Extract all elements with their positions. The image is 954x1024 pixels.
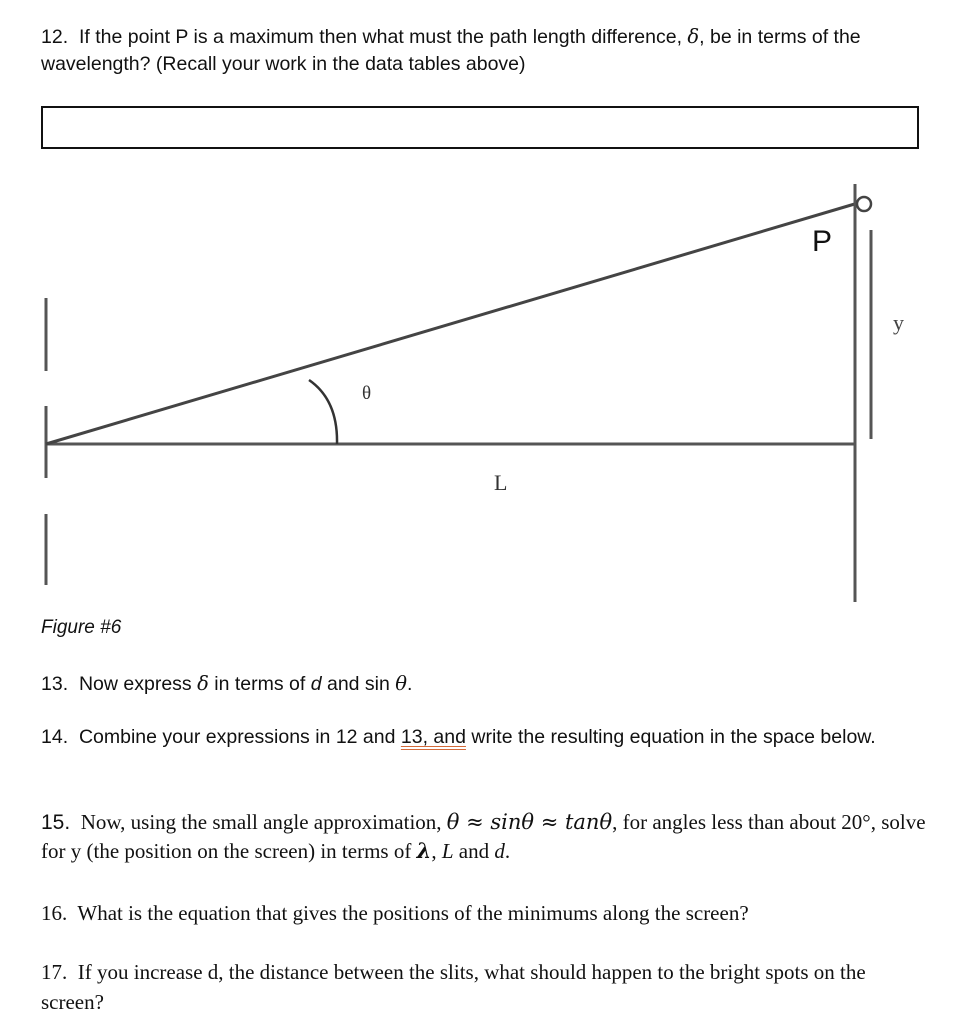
question-number: 12. (41, 26, 69, 48)
variable-d: d (494, 839, 505, 863)
question-number: 17. (41, 960, 68, 984)
ray-to-p (46, 203, 858, 444)
height-label-y: y (893, 310, 904, 335)
question-17: 17. If you increase d, the distance between the slits, what should happen to the bright spots on the screen? (41, 960, 866, 1014)
variable-d: d (310, 673, 322, 695)
question-13: 13. Now express δ in terms of d and sin θ. (41, 672, 413, 695)
theta-symbol: θ (395, 672, 408, 695)
question-number: 13. (41, 673, 69, 695)
question-16: 16. What is the equation that gives the positions of the minimums along the screen? (41, 901, 749, 925)
angle-label-theta: θ (362, 383, 372, 404)
question-number: 16. (41, 901, 68, 925)
angle-arc (309, 380, 337, 444)
question-15: 15. Now, using the small angle approximation, θ ≈ sinθ ≈ tanθ, for angles less than about 20°, solve for y (the position on the screen) in terms of λ, L and d. (41, 810, 926, 863)
answer-box-q12[interactable] (41, 106, 919, 149)
double-slit-diagram (0, 170, 954, 610)
question-number: 15. (41, 811, 71, 834)
question-12: 12. If the point P is a maximum then what must the path length difference, δ, be in terms of the wavelength? (Recall your work in the data tables above) (41, 25, 861, 75)
spellcheck-flagged-text[interactable]: 13, and (400, 726, 466, 748)
delta-symbol: δ (687, 25, 700, 48)
question-14: 14. Combine your expressions in 12 and 13, and write the resulting equation in the space below. (41, 726, 876, 748)
delta-symbol: δ (197, 672, 209, 695)
question-number: 14. (41, 726, 69, 748)
lambda-symbol: λ (416, 838, 432, 863)
point-p-marker (857, 197, 871, 211)
distance-label-l: L (494, 470, 508, 495)
small-angle-approximation: θ ≈ sinθ ≈ tanθ (446, 810, 613, 834)
variable-l: L (441, 839, 454, 863)
point-label-p: P (812, 225, 833, 258)
figure-caption: Figure #6 (41, 617, 122, 638)
